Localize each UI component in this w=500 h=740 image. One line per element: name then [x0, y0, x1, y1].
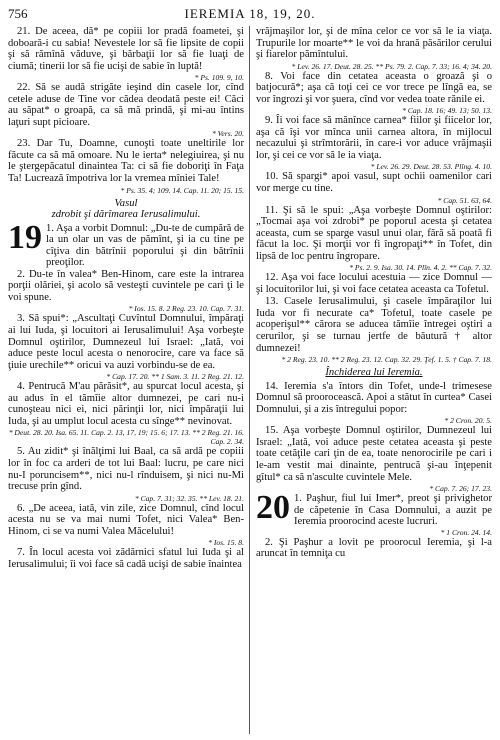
- verse-19-8: 8. Voi face din cetatea aceasta o groază şi o batjocură*; aşa că toţi cei ce vor trece pe lîngă ea, se vor îngrozi şi vor şuera, cînd vor vedea toate rănile ei.: [256, 70, 492, 105]
- page-header: [8, 6, 492, 22]
- verse-19-3: 3. Să spui*: „Ascultaţi Cuvîntul Domnului, împăraţi ai lui Iuda, şi locuitori ai Ierusalimului! Aşa vorbeşte Domnul oştirilor, Dumnezeul lui Israel: „Iată, voi aduce peste locul acesta o nenorocire, care va face să ţiuie urechile** oricui va auzi vorbindu-se de ea.: [8, 313, 244, 371]
- chapter-19-start: [8, 218, 244, 269]
- verse-19-14: 14. Ieremia s'a întors din Tofet, unde-l trimesese Domnul să proorocească. Apoi a stătut în curtea* Casei Domnului, şi a zis întregului popor:: [256, 380, 492, 415]
- section-title: Vasul: [114, 197, 138, 209]
- verse-19-12: 12. Aşa voi face locului acestuia — zice Domnul — şi locuitorilor lui, şi voi face cetatea aceasta ca Tofetul.: [256, 272, 492, 295]
- cross-reference: * 2 Reg. 23. 10. ** 2 Reg. 23. 12. Cap. 32. 29. Ţef. 1. 5. † Cap. 7. 18.: [281, 355, 492, 365]
- cross-reference: * Ios. 15. 8.: [208, 538, 244, 548]
- verse-19-11: 11. Şi să le spui: „Aşa vorbeşte Domnul oştirilor: „Tocmai aşa voi zdrobi* pe poporul acesta şi cetatea aceasta, cum se sparge vasul unui olar, fără să poată fi făcut la loc. Şi morţii vor fi îngropaţi** în Tofet, din lipsă de loc pentru îngropare.: [256, 204, 492, 262]
- cross-reference: * Ios. 15. 8. 2 Reg. 23. 10. Cap. 7. 31.: [128, 304, 244, 314]
- chapter-number: 19: [8, 218, 42, 256]
- verse-19-15: 15. Aşa vorbeşte Domnul oştirilor, Dumnezeul lui Israel: „Iată, voi aduce peste cetatea aceasta şi peste toate cetăţile cari ţin de ea, toate nenorocirile pe cari i le-am vestit mai dinainte, pentrucă şi-au înţepenit gîtul* ca să n'asculte cuvintele Mele.: [256, 425, 492, 483]
- chapter-number: 20: [256, 489, 290, 527]
- left-column: [8, 26, 244, 736]
- running-title: IEREMIA 18, 19, 20.: [184, 6, 316, 21]
- verse-18-21: 21. De aceea, dă* pe copiii lor pradă foametei, şi doboară-i cu sabia! Nevestele lor să fie lipsite de copii şi să rămînă văduve, şi bărbaţii lor să fie luaţi de ciumă; tinerii lor să fie ucişi de sabie în luptă!: [8, 26, 244, 72]
- verse-18-23: 23. Dar Tu, Doamne, cunoşti toate uneltirile lor făcute ca să mă omoare. Nu le ierta* nelegiuirea, şi nu le ştergepăcatul dinaintea Ta: ci să fie doboriţi în Faţa Ta! Lucrează împotriva lor la vremea mîniei Tale!: [8, 138, 244, 185]
- cross-reference: * Ps. 109. 9, 10.: [194, 73, 244, 83]
- cross-reference: * Vers. 20.: [211, 129, 244, 139]
- right-column: [256, 26, 492, 736]
- verse-19-10: 10. Să spargi* apoi vasul, supt ochii oamenilor cari vor merge cu tine.: [256, 171, 492, 195]
- verse-19-5: 5. Au zidit* şi înălţimi lui Baal, ca să ardă pe copiii lor în foc ca arderi de tot lui Baal: lucru, pe care nici nu-I poruncisem**, nici nu-l rînduisem, şi nici nu-Mi trecuse prin gînd.: [8, 446, 244, 493]
- verse-19-9: 9. Îi voi face să mănînce carnea* fiilor şi fiicelor lor, aşa că îşi vor mînca unii carnea altora, în mijlocul necazului şi strîmtorării, în care-i vor aduce vrăjmaşii lor, şi cei ce vor să le ia viaţa.: [256, 115, 492, 161]
- verse-19-1: 1. Aşa a vorbit Domnul: „Du-te de cumpără de la un olar un vas de pămînt, şi ia cu tine pe cîţiva din bătrînii poporului şi din bătrînii preoţilor.: [46, 222, 244, 269]
- verse-19-13: 13. Casele Ierusalimului, şi casele împăraţilor lui Iuda vor fi necurate ca* Tofetul, toate casele pe acoperişul** cărora se aducea tămîie întregei oştiri a cerurilor, şi se turnau jertfe de băutură † altor dumnezei!: [256, 296, 492, 354]
- verse-19-7: 7. În locul acesta voi zădărnici sfatul lui Iuda şi al Ierusalimului; îi voi face să cadă ucişi de sabie înaintea: [8, 547, 244, 570]
- verse-18-22: 22. Să se audă strigăte ieşind din casele lor, cînd cetele aduse de Tine vor cădea deodată peste ei! Căci au săpat* o groapă, ca să mă prindă, şi mi-au întins laţuri supt picioare.: [8, 82, 244, 128]
- section-heading: [256, 367, 492, 379]
- cross-reference: * Cap. 7. 26; 17. 23.: [429, 484, 492, 494]
- column-divider: [249, 26, 250, 734]
- cross-reference: * Cap. 51. 63, 64.: [437, 195, 492, 205]
- section-heading: [8, 198, 244, 221]
- cross-reference: * Lev. 26. 29. Deut. 28. 53. Plîng. 4. 10.: [370, 162, 492, 172]
- verse-19-4: 4. Pentrucă M'au părăsit*, au spurcat locul acesta, şi au adus în el tămîie altor dumnezei, pe cari nu-i cunoşteau nici ei, nici părinţii lor, nici împăraţii lui Iuda, şi au umplut locul acesta cu sînge** nevinovat.: [8, 381, 244, 427]
- cross-reference: * Deut. 28. 20. Isa. 65. 11. Cap. 2. 13, 17, 19; 15. 6; 17. 13. ** 2 Reg. 21. 16. Cap. 2. 34.: [8, 428, 244, 447]
- page-number: 756: [8, 6, 28, 21]
- cross-reference: * Cap. 17. 20. ** 1 Sam. 3. 11. 2 Reg. 21. 12.: [106, 372, 244, 382]
- section-subtitle: zdrobit şi dărîmarea Ierusalimului.: [51, 209, 201, 221]
- verse-19-7-continued: vrăjmaşilor lor, şi de mîna celor ce vor să le ia viaţa. Trupurile lor moarte** le voi da hrană păsărilor cerului şi fiarelor pămîntului.: [256, 26, 492, 61]
- verse-20-1: 1. Paşhur, fiul lui Imer*, preot şi privighetor de căpetenie în Casa Domnului, a auzit pe Ieremia proorocind aceste lucruri.: [294, 493, 492, 528]
- cross-reference: * Lev. 26. 17. Deut. 28. 25. ** Ps. 79. 2. Cap. 7. 33; 16. 4; 34. 20.: [291, 61, 492, 71]
- cross-reference: * Ps. 35. 4; 109. 14. Cap. 11. 20; 15. 15.: [120, 185, 244, 195]
- cross-reference: * Ps. 2. 9. Isa. 30. 14. Plîn. 4. 2. ** Cap. 7. 32.: [349, 263, 492, 273]
- verse-19-6: 6. „De aceea, iată, vin zile, zice Domnul, cînd locul acesta nu se va mai numi Tofet, nici Valea* Ben-Hinom, ci se va numi Valea Măcelului!: [8, 502, 244, 537]
- cross-reference: * 2 Cron. 20. 5.: [444, 416, 492, 426]
- cross-reference: * 1 Cron. 24. 14.: [440, 527, 492, 537]
- section-title: Închiderea lui Ieremia.: [325, 367, 423, 379]
- cross-reference: * Cap. 18. 16; 49. 13; 50. 13.: [402, 106, 492, 116]
- cross-reference: * Cap. 7. 31; 32. 35. ** Lev. 18. 21.: [134, 493, 244, 503]
- verse-20-2: 2. Şi Paşhur a lovit pe proorocul Ieremia, şi l-a aruncat în temniţa cu: [256, 536, 492, 560]
- verse-19-2: 2. Du-te în valea* Ben-Hinom, care este la intrarea porţii olăriei, şi acolo să vesteşti cuvintele pe cari ţi le voi spune.: [8, 268, 244, 303]
